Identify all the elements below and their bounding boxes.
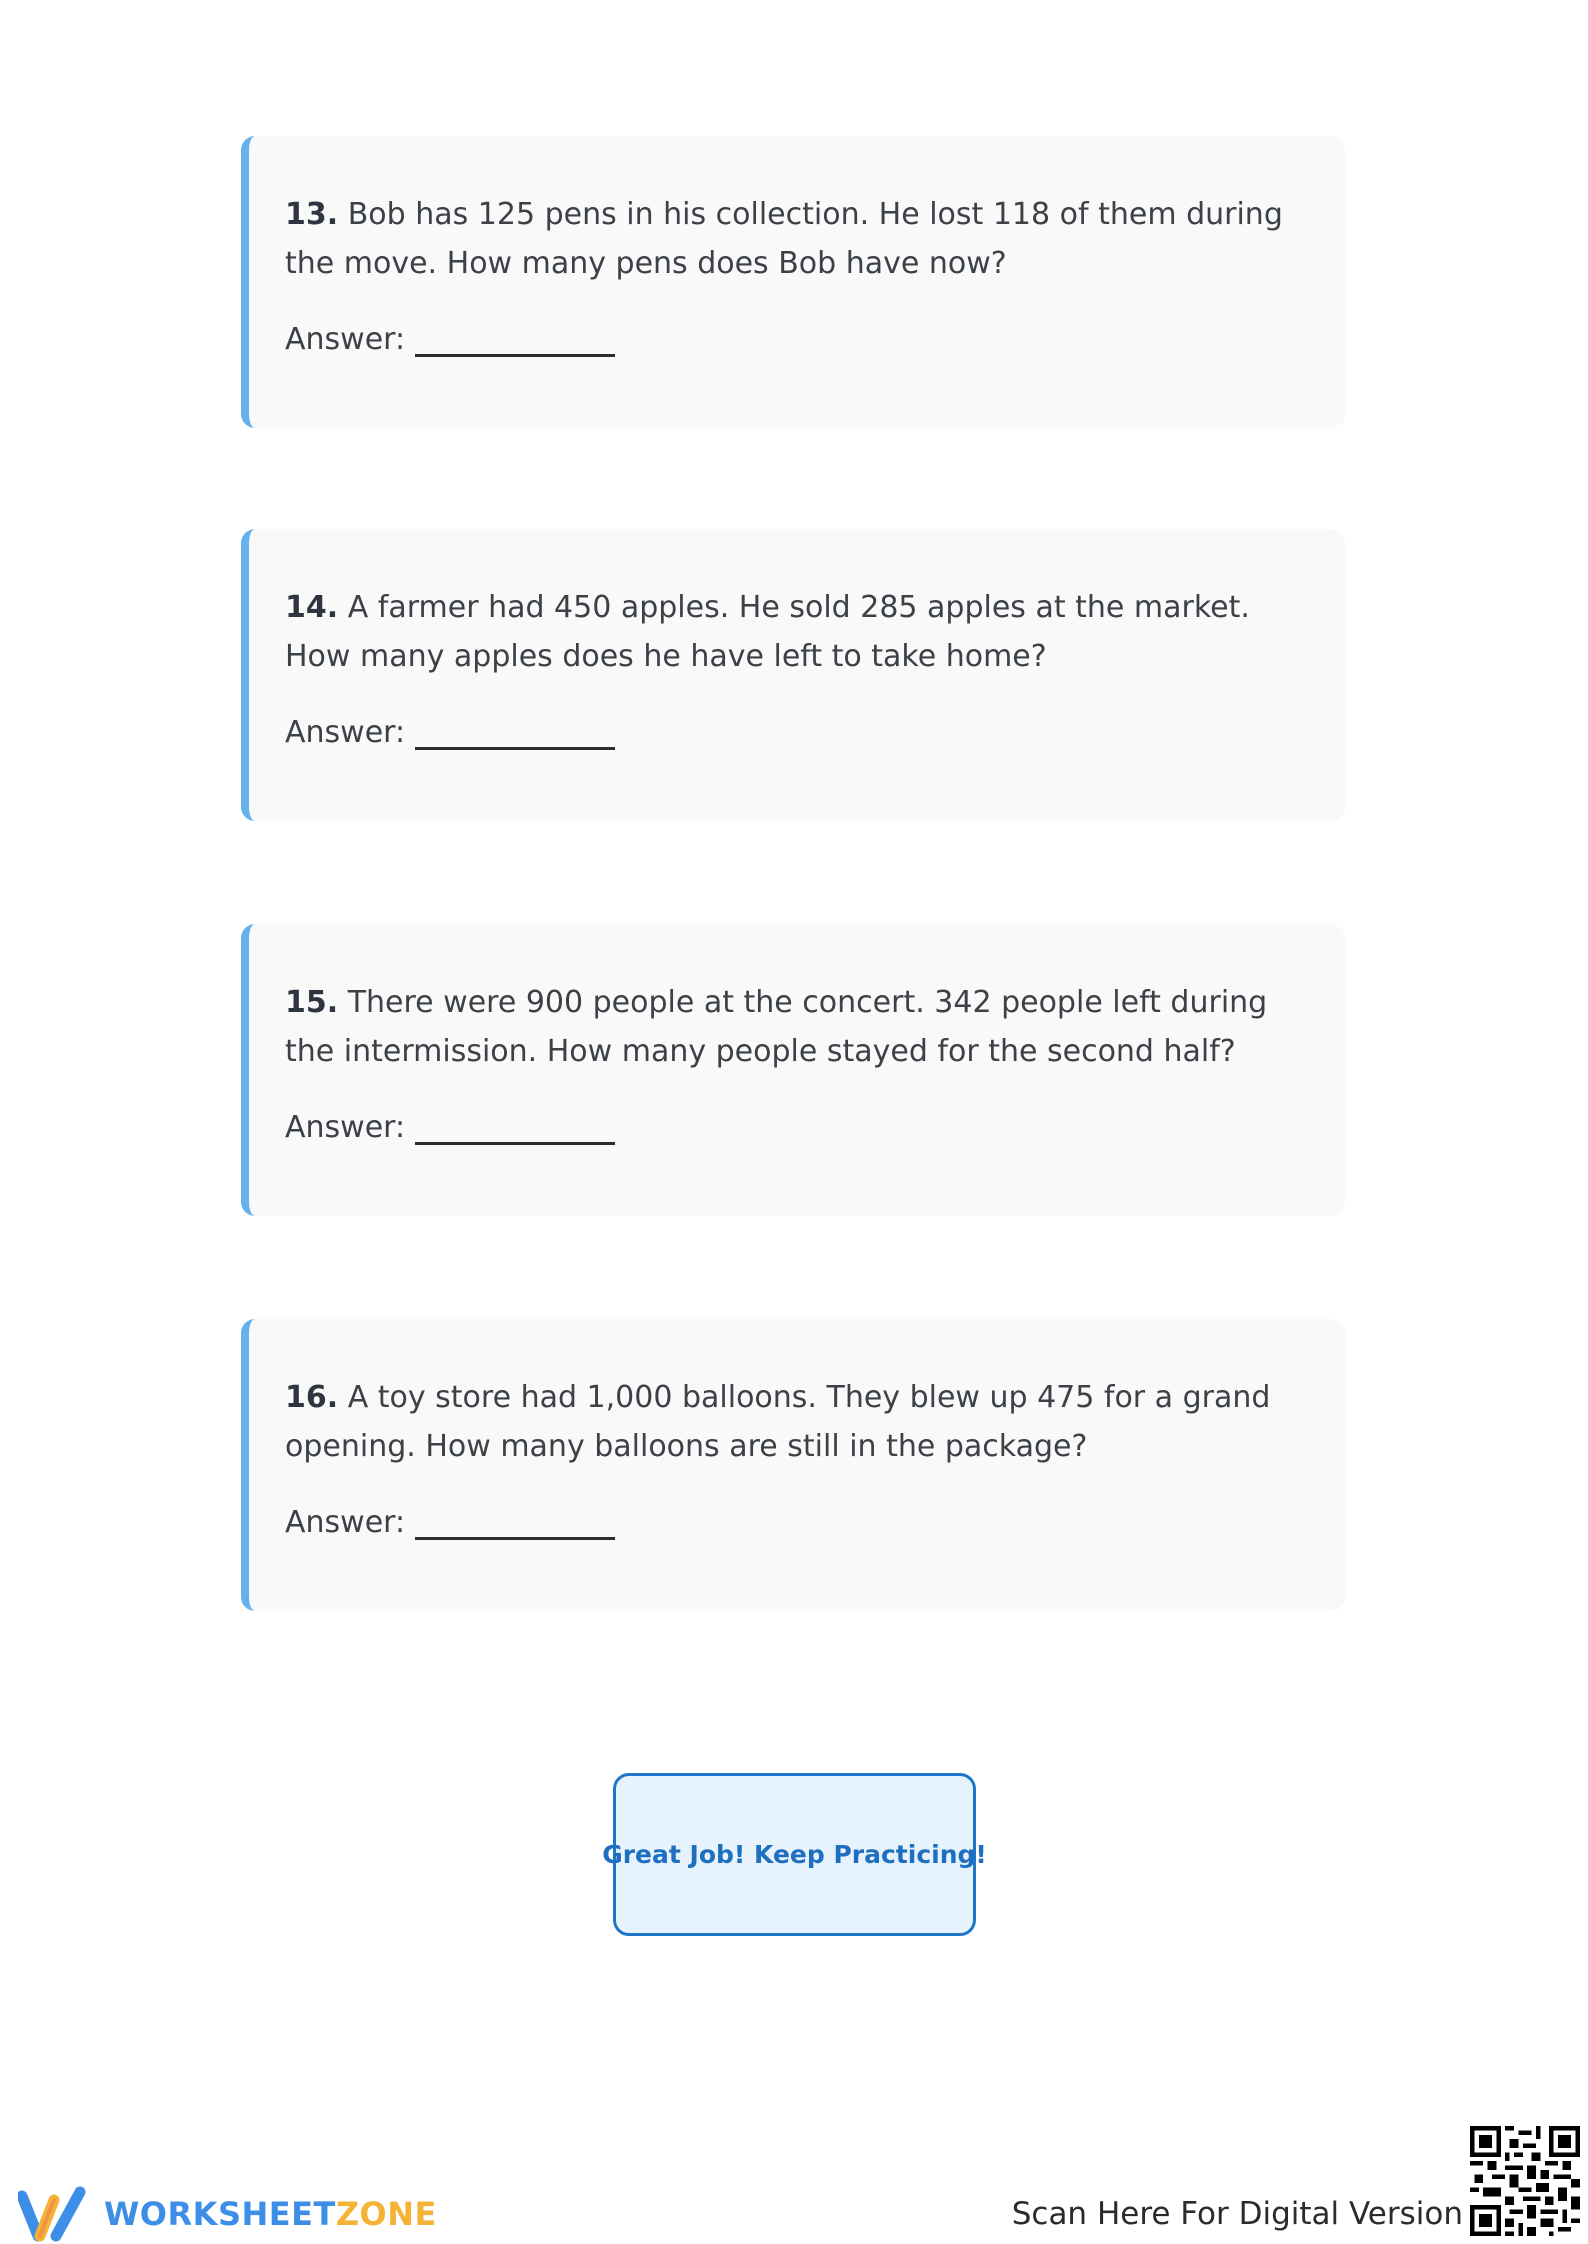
qr-code-icon[interactable] [1470, 2126, 1580, 2236]
problem-card-13 [241, 136, 1345, 428]
problem-number: 16. [285, 1380, 339, 1415]
brand-name-part2: ZONE [335, 2195, 437, 2233]
problem-number: 13. [285, 197, 339, 232]
problem-question: A farmer had 450 apples. He sold 285 apples at the market. How many apples does he have left to take home? [285, 590, 1250, 674]
brand-name-part1: WORKSHEET [104, 2195, 336, 2233]
problem-question: Bob has 125 pens in his collection. He lost 118 of them during the move. How many pens does Bob have now? [285, 197, 1283, 281]
problem-text [285, 1373, 1305, 1471]
problem-question: There were 900 people at the concert. 342 people left during the intermission. How many people stayed for the second half? [285, 985, 1268, 1069]
answer-row [285, 318, 1305, 357]
encouragement-box: Great Job! Keep Practicing! [613, 1773, 976, 1936]
answer-label: Answer: [285, 715, 406, 750]
problem-number: 14. [285, 590, 339, 625]
answer-blank[interactable] [415, 318, 615, 357]
answer-row [285, 711, 1305, 750]
problem-text [285, 583, 1305, 681]
answer-label: Answer: [285, 1505, 406, 1540]
scan-caption: Scan Here For Digital Version [1011, 2196, 1463, 2232]
answer-row [285, 1501, 1305, 1540]
brand-footer [18, 2186, 437, 2242]
problem-card-16 [241, 1319, 1345, 1611]
answer-row [285, 1106, 1305, 1145]
problem-card-15 [241, 924, 1345, 1216]
answer-label: Answer: [285, 1110, 406, 1145]
problem-number: 15. [285, 985, 339, 1020]
brand-name [104, 2195, 437, 2233]
answer-blank[interactable] [415, 1106, 615, 1145]
problem-text [285, 190, 1305, 288]
answer-blank[interactable] [415, 711, 615, 750]
problem-text [285, 978, 1305, 1076]
answer-blank[interactable] [415, 1501, 615, 1540]
problem-question: A toy store had 1,000 balloons. They blew up 475 for a grand opening. How many balloons are still in the package? [285, 1380, 1271, 1464]
problem-card-14 [241, 529, 1345, 821]
worksheetzone-logo-icon [18, 2186, 90, 2242]
answer-label: Answer: [285, 322, 406, 357]
